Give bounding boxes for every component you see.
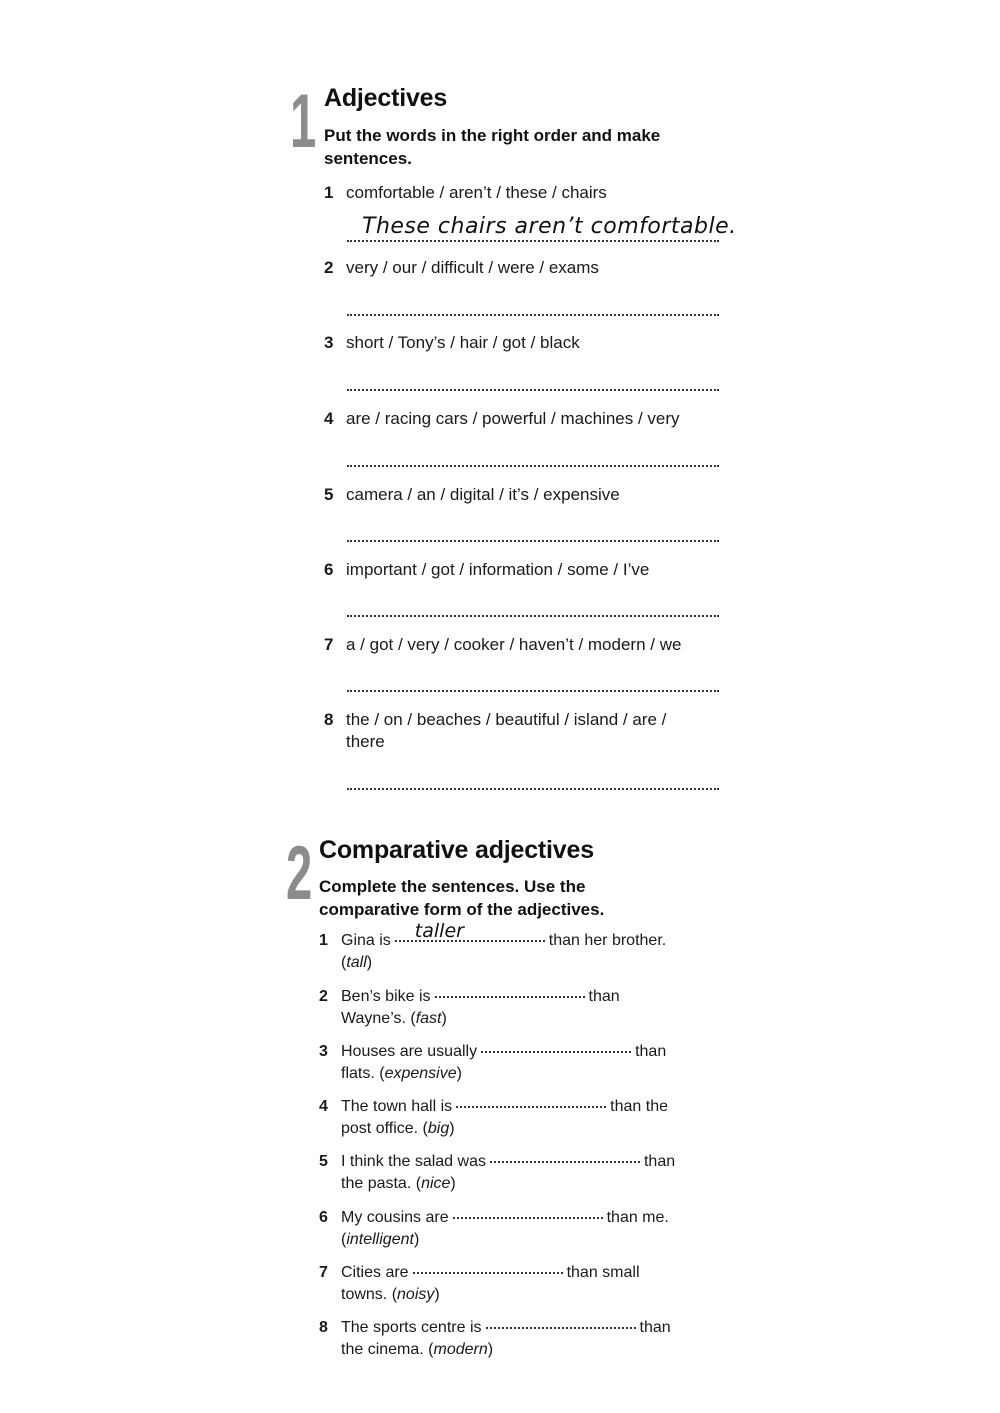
s1-answer-line-2[interactable] [347,314,719,316]
sentence-line-2: post office. [341,1120,419,1137]
adjective-hint: noisy [397,1286,435,1303]
s1-answer-line-5[interactable] [347,540,719,542]
sentence-start: The sports centre is [341,1319,482,1336]
sentence-start: My cousins are [341,1209,449,1226]
item-number: 8 [319,1319,328,1336]
item-number: 2 [324,258,334,277]
answer-blank[interactable] [395,920,545,942]
section-2-instruction: Complete the sentences. Use the comparative form of the adjectives. [319,877,605,919]
sentence-end: than me. [606,1209,669,1226]
item-number: 6 [324,560,334,579]
sentence-line-2: the cinema. [341,1341,424,1358]
adjective-hint: modern [433,1341,488,1358]
s1-answer-line-7[interactable] [347,690,719,692]
s1-answer-line-1[interactable] [347,240,719,242]
answer-blank[interactable] [453,1217,603,1219]
sentence-end: than [635,1043,667,1060]
sentence-start: The town hall is [341,1098,453,1115]
item-number: 2 [319,988,328,1005]
item-number: 3 [324,333,334,352]
sentence-line-2: towns. [341,1286,388,1303]
sentence-end: than [643,1153,676,1170]
answer-blank[interactable] [456,1106,606,1108]
sentence-end: than small [566,1264,640,1281]
sentence-start: Gina is [341,932,391,949]
item-number: 1 [319,932,328,949]
answer-blank[interactable] [435,996,585,998]
item-number: 6 [319,1209,328,1226]
word-prompt: very / our / difficult / were / exams [346,258,599,277]
word-prompt: short / Tony’s / hair / got / black [346,333,580,352]
item-number: 4 [319,1098,328,1115]
item-number: 3 [319,1043,328,1060]
adjective-hint: expensive [384,1065,457,1082]
item-number: 8 [324,710,334,729]
sentence-end: than [588,988,620,1005]
item-number: 5 [324,485,334,504]
adjective-hint: fast [415,1010,442,1027]
answer-blank[interactable] [413,1272,563,1274]
sentence-end: than her brother. [548,932,667,949]
s1-answer-1[interactable]: These chairs aren’t comfortable. [362,214,737,239]
section-1-number: 1 [290,79,317,164]
handwritten-answer: taller [414,920,464,942]
word-prompt: important / got / information / some / I’ve [346,560,650,579]
sentence-line-2: flats. [341,1065,375,1082]
adjective-hint: intelligent [346,1231,414,1248]
word-prompt: the / on / beaches / beautiful / island / are / [346,710,667,729]
word-prompt: camera / an / digital / it’s / expensive [346,485,620,504]
sentence-start: Cities are [341,1264,409,1281]
section-2-number: 2 [286,831,313,916]
s1-answer-line-3[interactable] [347,389,719,391]
answer-blank[interactable] [486,1327,636,1329]
sentence-start: Houses are usually [341,1043,478,1060]
sentence-line-2: Wayne’s. [341,1010,406,1027]
s1-answer-line-4[interactable] [347,465,719,467]
sentence-start: Ben’s bike is [341,988,431,1005]
adjective-hint: big [427,1120,450,1137]
sentence-start: I think the salad was [341,1153,486,1170]
answer-blank[interactable] [490,1161,640,1163]
section-2-title: Comparative adjectives [319,836,594,864]
section-1-instruction: Put the words in the right order and make sentences. [324,126,661,168]
sentence-end: than [639,1319,671,1336]
adjective-hint: nice [421,1175,451,1192]
item-number: 5 [319,1153,328,1170]
section-1-title: Adjectives [324,84,448,112]
sentence-line-2: the pasta. [341,1175,412,1192]
word-prompt: comfortable / aren’t / these / chairs [346,183,607,202]
sentence-end: than the [610,1098,668,1115]
adjective-hint: tall [346,954,367,971]
answer-blank[interactable] [481,1051,631,1053]
item-number: 7 [324,635,334,654]
word-prompt: a / got / very / cooker / haven’t / modern / we [346,635,682,654]
item-number: 7 [319,1264,328,1281]
item-number: 4 [324,409,334,428]
s1-answer-line-6[interactable] [347,615,719,617]
s1-answer-line-8[interactable] [347,788,719,790]
word-prompt-line-2: there [346,732,385,751]
item-number: 1 [324,183,334,202]
word-prompt: are / racing cars / powerful / machines / very [346,409,680,428]
